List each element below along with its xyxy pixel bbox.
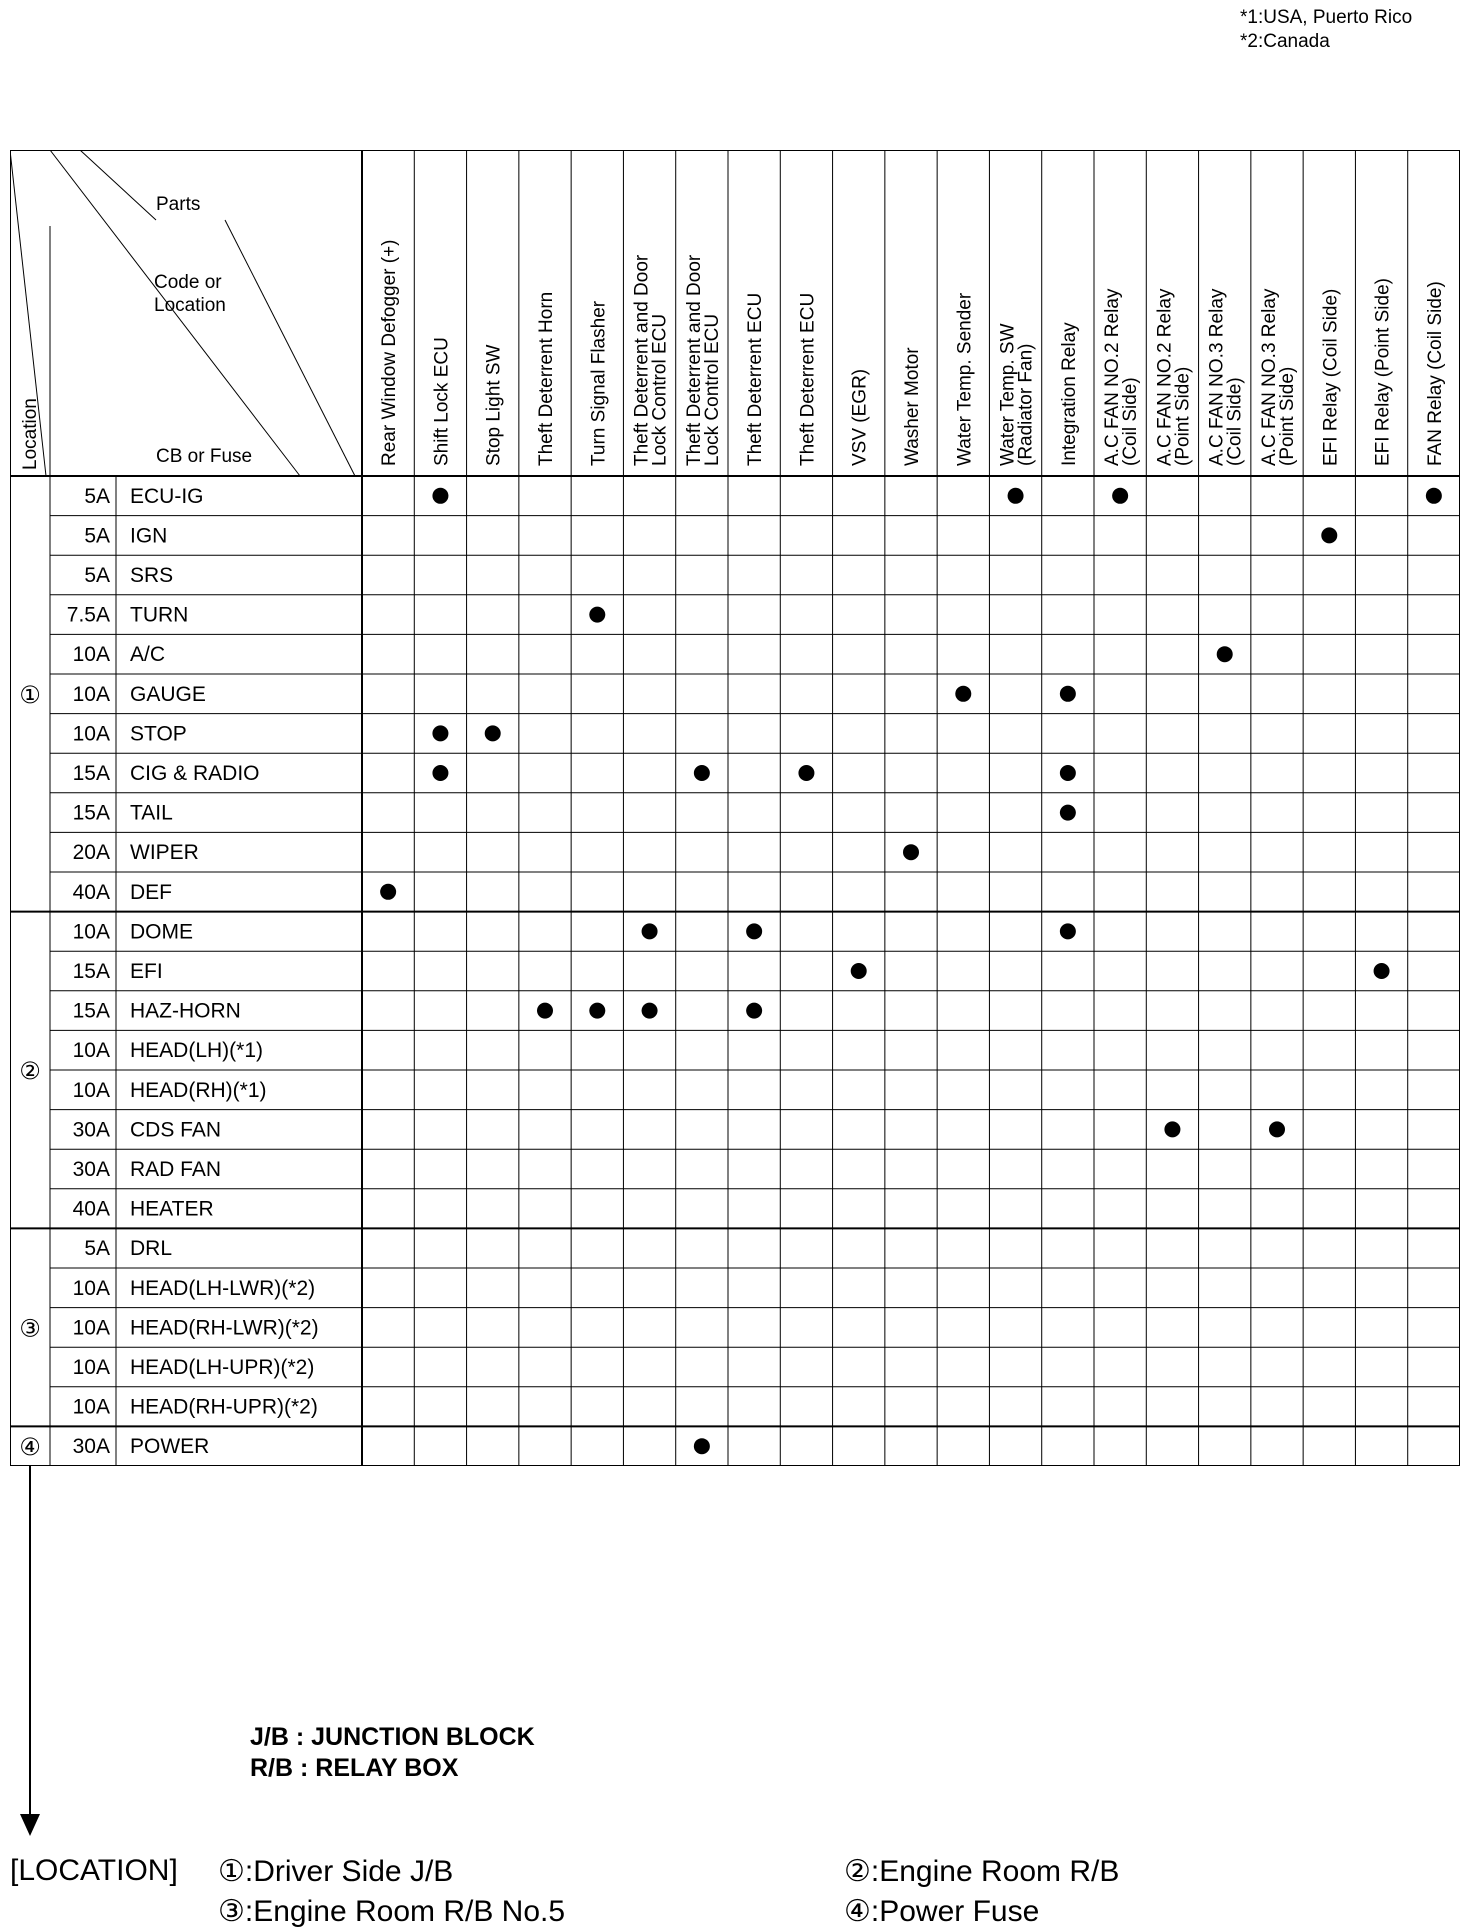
fuse-name: HEAD(RH)(*1) [130, 1078, 267, 1102]
location-group-symbol: ① [19, 680, 41, 709]
connection-dot [380, 884, 396, 900]
fuse-amperage: 10A [72, 1276, 110, 1300]
abbreviation-legend [250, 1722, 535, 1784]
connection-dot [798, 765, 814, 781]
column-header-label: A.C FAN NO.3 Relay [1259, 288, 1280, 466]
fuse-amperage: 10A [72, 1078, 110, 1102]
fuse-amperage: 30A [72, 1158, 110, 1181]
connection-dot [1426, 488, 1442, 504]
fuse-name: ECU-IG [130, 484, 204, 508]
fuse-amperage: 10A [72, 1356, 110, 1379]
column-header-label: Turn Signal Flasher [588, 300, 610, 466]
connection-dot [432, 725, 448, 741]
fuse-name: POWER [130, 1435, 210, 1459]
column-header-label: (Point Side) [1172, 366, 1194, 466]
connection-dot [903, 844, 919, 860]
fuse-amperage: 5A [84, 564, 110, 587]
fuse-amperage: 5A [84, 524, 110, 548]
connection-dot [432, 765, 448, 781]
fuse-name: WIPER [130, 841, 199, 865]
header-diagonal [80, 150, 156, 220]
fuse-name: EFI [130, 960, 163, 983]
fuse-amperage: 40A [72, 1197, 110, 1221]
fuse-amperage: 40A [72, 880, 110, 904]
fuse-amperage: 15A [72, 999, 110, 1023]
fuse-name: TURN [130, 603, 189, 627]
fuse-name: HEAD(LH-UPR)(*2) [130, 1356, 315, 1379]
fuse-amperage: 10A [72, 1395, 110, 1419]
connection-dot [1060, 765, 1076, 781]
part-columns [379, 239, 1446, 466]
location-4: ④:Power Fuse [844, 1895, 1040, 1928]
fuse-amperage: 10A [72, 1039, 110, 1063]
legend-rb: R/B : RELAY BOX [250, 1754, 459, 1782]
connection-dot [1217, 646, 1233, 662]
location-1: ①:Driver Side J/B [218, 1855, 454, 1888]
fuse-amperage: 30A [72, 1435, 110, 1459]
fuse-amperage: 5A [84, 484, 110, 508]
column-header-label: (Radiator Fan) [1015, 343, 1037, 466]
connection-dot [1269, 1121, 1285, 1137]
connection-dot [746, 1003, 762, 1019]
fuse-name: IGN [130, 524, 168, 548]
grid-lines [10, 150, 1460, 1466]
column-header-label: EFI Relay (Point Side) [1372, 278, 1394, 466]
connection-dot [485, 725, 501, 741]
fuse-amperage: 10A [72, 1316, 110, 1340]
column-header-label: Water Temp. Sender [954, 292, 976, 466]
connection-dot [1321, 527, 1337, 543]
connection-dot [432, 488, 448, 504]
location-3: ③:Engine Room R/B No.5 [218, 1895, 566, 1928]
column-header-label: Rear Window Defogger (+) [379, 239, 401, 466]
location-group-symbol: ② [19, 1057, 41, 1085]
fuse-parts-matrix [10, 150, 1460, 1466]
fuse-name: HEAD(RH-LWR)(*2) [130, 1316, 319, 1340]
fuse-name: GAUGE [130, 682, 206, 706]
location-group-symbol: ③ [19, 1314, 41, 1343]
column-header-label: EFI Relay (Coil Side) [1320, 288, 1342, 466]
column-header-label: Shift Lock ECU [431, 337, 453, 466]
fuse-name: RAD FAN [130, 1158, 222, 1181]
column-header-label: Theft Deterrent Horn [536, 291, 557, 466]
column-header-label: Theft Deterrent and Door [683, 254, 705, 466]
connection-dot [1008, 488, 1024, 504]
column-header-label: (Point Side) [1277, 366, 1298, 466]
connection-dot [589, 607, 605, 623]
fuse-amperage: 10A [72, 682, 110, 706]
column-header-label: Theft Deterrent ECU [797, 292, 819, 466]
location-2: ②:Engine Room R/B [844, 1855, 1120, 1888]
connection-dot [1164, 1121, 1180, 1137]
connection-dot [589, 1003, 605, 1019]
connection-dot [1374, 963, 1390, 979]
connection-dot [1060, 805, 1076, 821]
fuse-rows [67, 485, 1442, 1458]
connection-dot [642, 923, 658, 939]
fuse-amperage: 30A [72, 1118, 110, 1142]
connection-dot [694, 765, 710, 781]
header-labels [20, 194, 252, 470]
fuse-name: DOME [130, 920, 193, 944]
fuse-name: DEF [130, 880, 172, 904]
fuse-amperage: 15A [72, 960, 110, 983]
location-group-symbol: ④ [19, 1433, 41, 1462]
fuse-name: HEAD(LH-LWR)(*2) [130, 1276, 316, 1300]
fuse-amperage: 5A [84, 1237, 110, 1261]
column-header-label: Stop Light SW [483, 344, 505, 466]
connection-dot [746, 923, 762, 939]
column-header-label: Washer Motor [902, 347, 923, 466]
fuse-name: DRL [130, 1237, 173, 1261]
fuse-name: HEATER [130, 1197, 214, 1221]
column-header-label: Lock Control ECU [701, 313, 723, 466]
column-header-label: Theft Deterrent ECU [745, 292, 767, 466]
column-header-label: (Coil Side) [1120, 377, 1142, 466]
fuse-amperage: 15A [72, 801, 110, 825]
fuse-name: HEAD(LH)(*1) [130, 1039, 264, 1063]
location-label: Location [20, 398, 41, 470]
header-diagonal [225, 220, 355, 476]
footnote-usa: *1:USA, Puerto Rico [1240, 7, 1413, 28]
column-header-label: A.C FAN NO.3 Relay [1206, 288, 1228, 466]
fuse-name: CIG & RADIO [130, 762, 260, 785]
fuse-amperage: 10A [72, 722, 110, 746]
connection-dot [851, 963, 867, 979]
column-header-label: VSV (EGR) [849, 368, 871, 466]
footnote-canada: *2:Canada [1240, 31, 1330, 52]
connection-dot [1060, 686, 1076, 702]
fuse-amperage: 7.5A [66, 603, 110, 627]
column-header-label: Integration Relay [1058, 322, 1080, 466]
fuse-amperage: 20A [72, 841, 110, 865]
fuse-amperage: 10A [72, 643, 110, 667]
fuse-name: HEAD(RH-UPR)(*2) [130, 1395, 318, 1419]
footnotes [1240, 6, 1412, 54]
fuse-amperage: 10A [72, 920, 110, 944]
location-title: [LOCATION] [10, 1854, 178, 1887]
column-header-label: A.C FAN NO.2 Relay [1154, 288, 1176, 466]
connection-dot [1060, 923, 1076, 939]
arrow-line [29, 1466, 31, 1816]
column-header-label: Theft Deterrent and Door [631, 254, 653, 466]
code-label-line2: Location [154, 295, 226, 316]
fuse-name: STOP [130, 722, 187, 746]
fuse-name: HAZ-HORN [130, 999, 241, 1023]
connection-dot [694, 1438, 710, 1454]
fuse-name: SRS [130, 564, 174, 587]
cb-fuse-label: CB or Fuse [156, 446, 253, 467]
fuse-name: A/C [130, 643, 166, 667]
column-header-label: A.C FAN NO.2 Relay [1102, 288, 1124, 466]
fuse-name: TAIL [130, 801, 173, 825]
code-label-line1: Code or [154, 272, 222, 293]
connection-dot [955, 686, 971, 702]
column-header-label: Lock Control ECU [649, 313, 671, 466]
column-header-label: Water Temp. SW [997, 323, 1019, 466]
legend-jb: J/B : JUNCTION BLOCK [250, 1723, 535, 1751]
arrow-down-icon [20, 1814, 40, 1836]
column-header-label: (Coil Side) [1224, 377, 1246, 466]
connection-dot [537, 1003, 553, 1019]
parts-label: Parts [156, 194, 201, 215]
fuse-name: CDS FAN [130, 1118, 222, 1142]
column-header-label: FAN Relay (Coil Side) [1424, 281, 1446, 466]
fuse-amperage: 15A [72, 762, 110, 785]
connection-dot [642, 1003, 658, 1019]
connection-dot [1112, 488, 1128, 504]
location-groups [19, 681, 41, 1461]
